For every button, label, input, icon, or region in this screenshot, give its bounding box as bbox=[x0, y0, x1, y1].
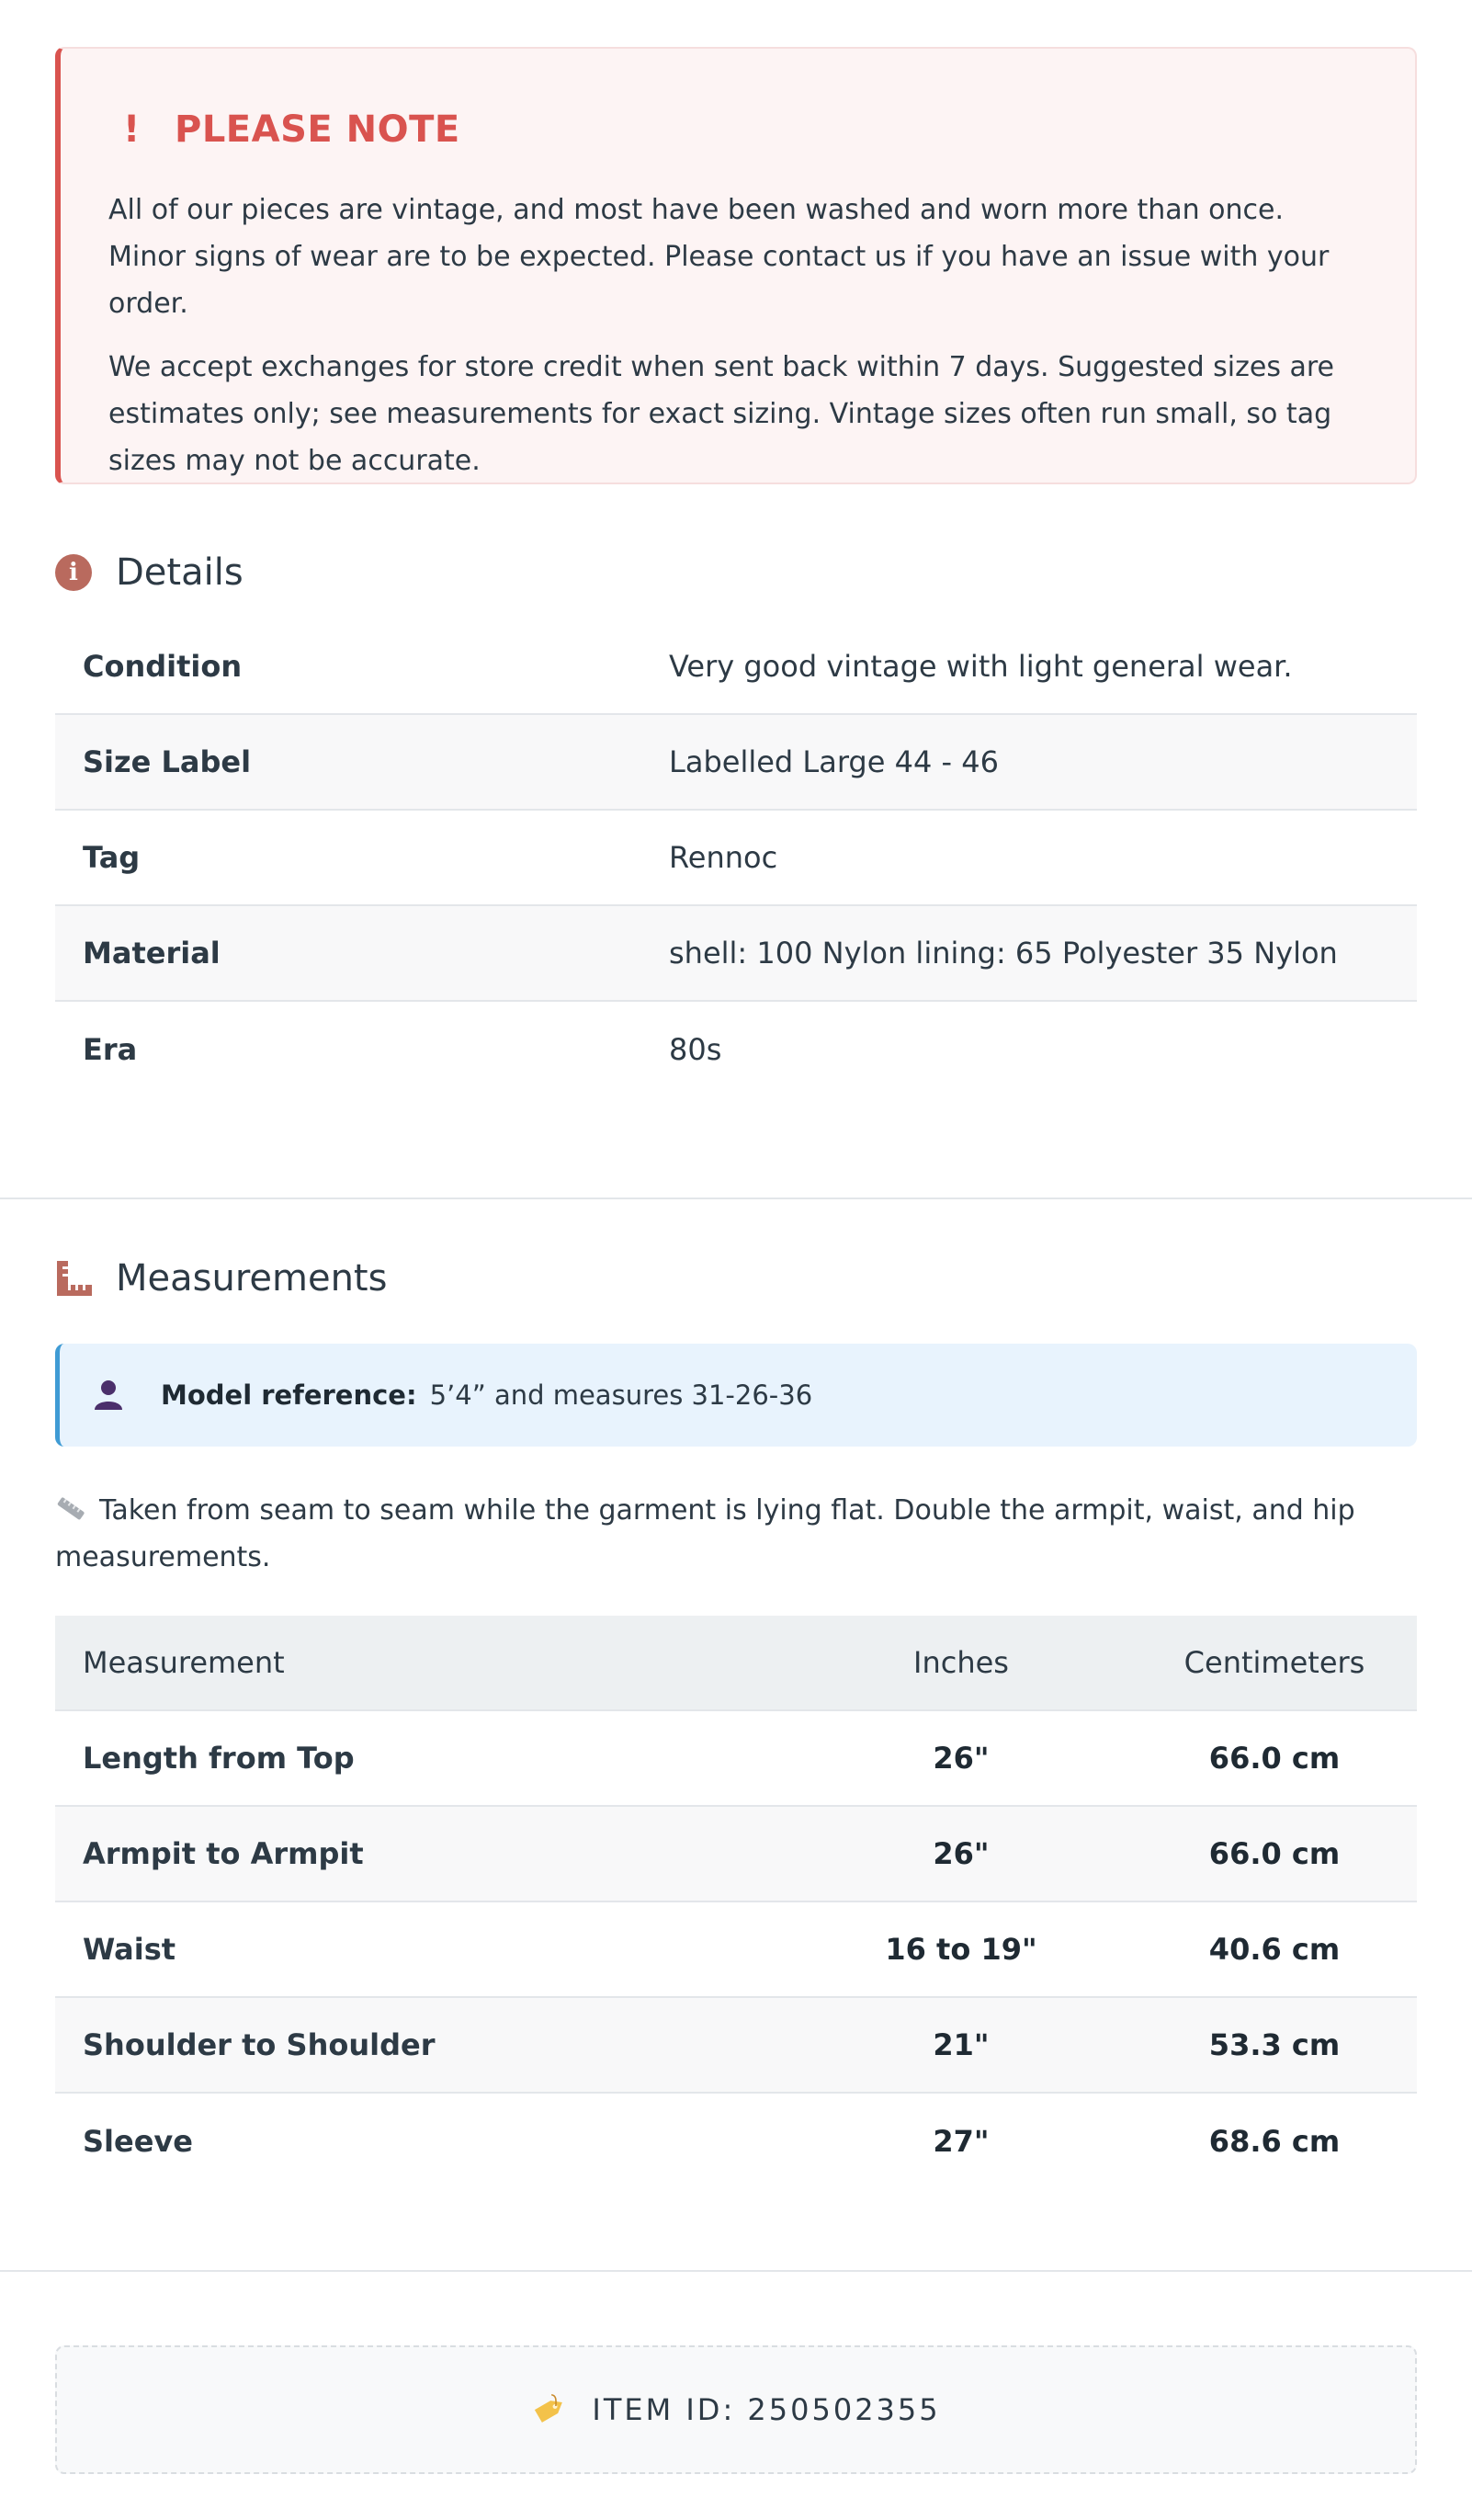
table-row bbox=[55, 1711, 1417, 1807]
section-divider bbox=[0, 1198, 1472, 1199]
table-row bbox=[55, 619, 1417, 715]
table-row bbox=[55, 1807, 1417, 1902]
pencil-icon bbox=[55, 1495, 88, 1523]
model-reference-box bbox=[55, 1344, 1417, 1447]
measurement-note-text: Taken from seam to seam while the garment is lying flat. Double the armpit, waist, and hip measurements. bbox=[55, 1494, 1355, 1573]
measurement-inches: 16 to 19" bbox=[885, 1932, 1037, 1967]
item-id-box bbox=[55, 2345, 1417, 2474]
measurements-title: Measurements bbox=[116, 1257, 388, 1300]
measurement-inches: 21" bbox=[933, 2027, 990, 2062]
item-id: ITEM ID: 250502355 bbox=[592, 2392, 941, 2427]
table-row bbox=[55, 1998, 1417, 2094]
notice-title: PLEASE NOTE bbox=[175, 108, 460, 151]
measurements-heading bbox=[55, 1251, 387, 1306]
details-title: Details bbox=[116, 551, 243, 594]
column-header: Measurement bbox=[83, 1645, 285, 1680]
detail-value: Rennoc bbox=[669, 840, 778, 875]
detail-value: Labelled Large 44 - 46 bbox=[669, 744, 999, 779]
measurement-name: Shoulder to Shoulder bbox=[83, 2027, 436, 2062]
table-header-row bbox=[55, 1616, 1417, 1711]
detail-value: Very good vintage with light general wear. bbox=[669, 649, 1293, 684]
column-header: Centimeters bbox=[1183, 1645, 1365, 1680]
notice-header bbox=[108, 102, 1367, 157]
info-icon: i bbox=[55, 554, 92, 591]
measurement-name: Armpit to Armpit bbox=[83, 1836, 364, 1871]
table-row bbox=[55, 1902, 1417, 1998]
tag-icon bbox=[531, 2393, 568, 2426]
exclamation-icon: ! bbox=[123, 108, 141, 151]
measurement-cm: 66.0 cm bbox=[1208, 1836, 1341, 1871]
detail-label: Material bbox=[83, 936, 221, 971]
table-row bbox=[55, 906, 1417, 1002]
measurement-inches: 26" bbox=[933, 1836, 990, 1871]
measurement-cm: 66.0 cm bbox=[1208, 1741, 1341, 1776]
detail-value: 80s bbox=[669, 1032, 722, 1067]
model-reference-label: Model reference: bbox=[161, 1379, 417, 1411]
notice-paragraph-2: We accept exchanges for store credit when sent back within 7 days. Suggested sizes are estimates only; see measurements for exact sizing. Vintage sizes often run small, so tag sizes may not be accurate. bbox=[108, 351, 1335, 477]
table-row bbox=[55, 1002, 1417, 1097]
detail-label: Size Label bbox=[83, 744, 252, 779]
measurement-cm: 53.3 cm bbox=[1208, 2027, 1341, 2062]
detail-label: Condition bbox=[83, 649, 243, 684]
table-row bbox=[55, 715, 1417, 811]
measurement-note bbox=[55, 1487, 1417, 1581]
measurement-name: Waist bbox=[83, 1932, 176, 1967]
measurement-cm: 40.6 cm bbox=[1208, 1932, 1341, 1967]
measurement-name: Sleeve bbox=[83, 2124, 193, 2159]
detail-label: Era bbox=[83, 1032, 138, 1067]
measurements-table bbox=[55, 1616, 1417, 2189]
detail-label: Tag bbox=[83, 840, 141, 875]
model-reference-value: 5’4” and measures 31-26-36 bbox=[429, 1379, 813, 1411]
measurement-inches: 26" bbox=[933, 1741, 990, 1776]
details-table bbox=[55, 619, 1417, 1097]
detail-value: shell: 100 Nylon lining: 65 Polyester 35 Nylon bbox=[669, 936, 1338, 971]
measurement-inches: 27" bbox=[933, 2124, 990, 2159]
notice-paragraph-1: All of our pieces are vintage, and most have been washed and worn more than once. Minor signs of wear are to be expected. Please contact us if you have an issue with your order. bbox=[108, 194, 1330, 320]
table-row bbox=[55, 811, 1417, 906]
ruler-icon bbox=[55, 1259, 94, 1298]
notice-box bbox=[55, 47, 1417, 484]
details-heading bbox=[55, 545, 243, 600]
column-header: Inches bbox=[913, 1645, 1009, 1680]
measurement-name: Length from Top bbox=[83, 1741, 355, 1776]
table-row bbox=[55, 2094, 1417, 2189]
section-divider bbox=[0, 2270, 1472, 2272]
measurement-cm: 68.6 cm bbox=[1208, 2124, 1341, 2159]
person-icon bbox=[93, 1379, 124, 1412]
